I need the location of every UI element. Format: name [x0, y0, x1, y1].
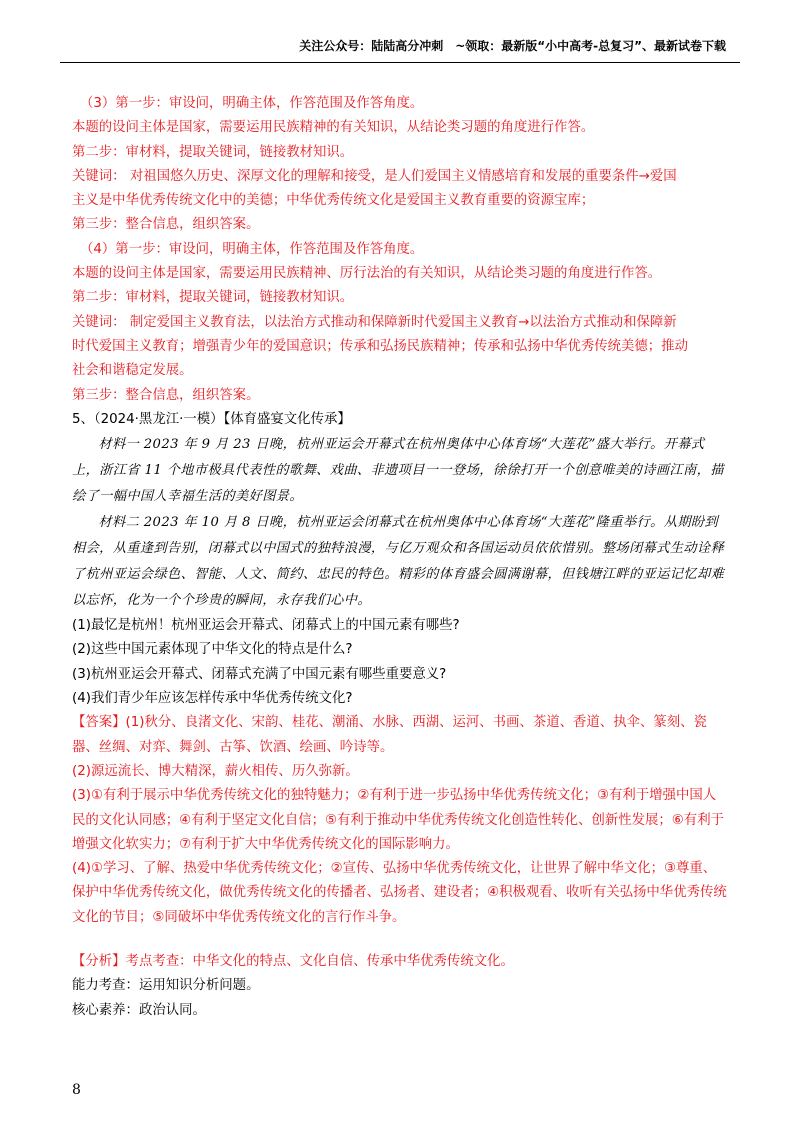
q3-step3: 第三步：整合信息，组织答案。 [72, 217, 260, 233]
analysis-ability: 能力考查：运用知识分析问题。 [72, 978, 260, 994]
answer-2: (2)源远流长、博大精深，薪火相传、历久弥新。 [72, 763, 359, 779]
q3-step2: 第二步：审材料，提取关键词，链接教材知识。 [72, 144, 354, 160]
question5-title: 5、（2024·黑龙江·一模）【体育盛宴文化传承】 [72, 411, 351, 427]
question-3: (3)杭州亚运会开幕式、闭幕式充满了中国元素有哪些重要意义? [72, 666, 447, 682]
q3-step1: （3）第一步：审设问，明确主体，作答范围及作答角度。 [80, 96, 424, 111]
q3-scope: 本题的设问主体是国家，需要运用民族精神的有关知识，从结论类习题的角度进行作答。 [72, 120, 595, 136]
analysis-literacy: 核心素养：政治认同。 [72, 1002, 206, 1018]
q4-keywords-line3: 社会和谐稳定发展。 [72, 363, 193, 379]
q4-keywords-line2: 时代爱国主义教育；增强青少年的爱国意识；传承和弘扬民族精神；传承和弘扬中华优秀传统美德；推动 [72, 338, 688, 354]
question-4: (4)我们青少年应该怎样传承中华优秀传统文化? [72, 691, 353, 707]
page-number: 8 [72, 1082, 81, 1098]
header-rule [60, 62, 740, 63]
spacer [72, 930, 728, 950]
analysis-topic: 【分析】考点考查：中华文化的特点、文化自信、传承中华优秀传统文化。 [72, 954, 514, 970]
question-1: (1)最忆是杭州！杭州亚运会开幕式、闭幕式上的中国元素有哪些? [72, 618, 460, 634]
q3-keywords-line1: 关键词： 对祖国悠久历史、深厚文化的理解和接受，是人们爱国主义情感培育和发展的重要条件→爱国 [72, 168, 677, 184]
q4-step3: 第三步：整合信息，组织答案。 [72, 387, 260, 403]
material-2: 材料二 2023 年 10 月 8 日晚，杭州亚运会闭幕式在杭州奥体中心体育场“大莲花”隆重举行。从期盼到相会，从重逢到告别，闭幕式以中国式的独特浪漫，与亿万观众和各国运动员依依惜别。整场闭幕式生动诠释了杭州亚运会绿色、智能、人文、简约、忠民的特色。精彩的体育盛会圆满谢幕，但钱塘江畔的亚运记忆却难以忘怀，化为一个个珍贵的瞬间，永存我们心中。 [72, 515, 725, 609]
page-content [72, 92, 728, 1023]
answer-3: (3)①有利于展示中华优秀传统文化的独特魅力；②有利于进一步弘扬中华优秀传统文化；③有利于增强中国人民的文化认同感；④有利于坚定文化自信；⑤有利于推动中华优秀传统文化创造性转化、创新性发展；⑥有利于增强文化软实力；⑦有利于扩大中华优秀传统文化的国际影响力。 [72, 788, 724, 852]
q3-keywords-line2: 主义是中华优秀传统文化中的美德；中华优秀传统文化是爱国主义教育重要的资源宝库； [72, 193, 595, 209]
q4-keywords-line1: 关键词： 制定爱国主义教育法，以法治方式推动和保障新时代爱国主义教育→以法治方式推动和保障新 [72, 314, 677, 330]
answer-1: 【答案】(1)秋分、良渚文化、宋韵、桂花、潮涌、水脉、西湖、运河、书画、茶道、香道、执伞、篆刻、瓷器、丝绸、对弈、舞剑、古筝、饮酒、绘画、吟诗等。 [72, 715, 707, 755]
q4-scope: 本题的设问主体是国家，需要运用民族精神、厉行法治的有关知识，从结论类习题的角度进行作答。 [72, 266, 662, 282]
q4-step1: （4）第一步：审设问，明确主体，作答范围及作答角度。 [80, 241, 424, 257]
material-1: 材料一 2023 年 9 月 23 日晚，杭州亚运会开幕式在杭州奥体中心体育场“大莲花”盛大举行。开幕式上，浙江省 11 个地市极具代表性的歌舞、戏曲、非遗项目一一登场，徐徐打开一个创意唯美的诗画江南，描绘了一幅中国人幸福生活的美好图景。 [72, 437, 724, 505]
page-header: 关注公众号：陆陆高分冲刺 ~领取：最新版“小中高考-总复习”、最新试卷下载 [299, 39, 726, 53]
q4-step2: 第二步：审材料，提取关键词，链接教材知识。 [72, 290, 354, 306]
answer-4: (4)①学习、了解、热爱中华优秀传统文化；②宣传、弘扬中华优秀传统文化，让世界了解中华文化；③尊重、保护中华优秀传统文化，做优秀传统文化的传播者、弘扬者、建设者；④积极观看、收听有关弘扬中华优秀传统文化的节目；⑤同破坏中华优秀传统文化的言行作斗争。 [72, 861, 727, 925]
question-2: (2)这些中国元素体现了中华文化的特点是什么? [72, 642, 353, 658]
